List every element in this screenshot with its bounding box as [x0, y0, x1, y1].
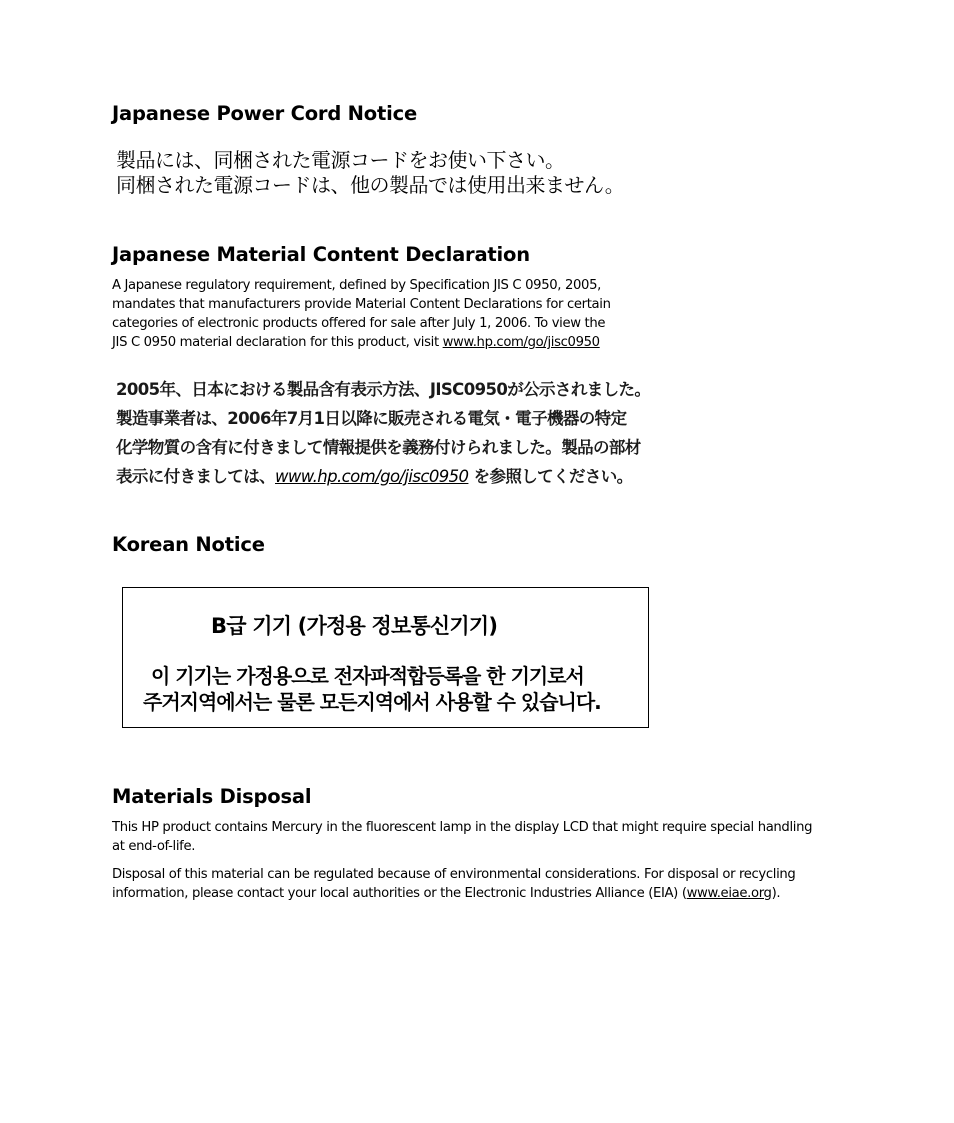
jp-decl-jisc0950-link[interactable]: www.hp.com/go/jisc0950 [275, 467, 469, 486]
disposal-p2-line-1: Disposal of this material can be regulated because of environmental considerations. For disposal or recycling [112, 867, 796, 882]
heading-japanese-power-cord-notice: Japanese Power Cord Notice [112, 102, 417, 125]
korean-notice-title: B급 기기 (가정용 정보통신기기) [211, 614, 498, 638]
material-line-4-text: JIS C 0950 material declaration for this product, visit [112, 335, 443, 350]
eiae-link[interactable]: www.eiae.org [686, 886, 772, 901]
jp-decl-line-4-prefix: 表示に付きましては、 [116, 467, 276, 486]
disposal-p1-line-1: This HP product contains Mercury in the fluorescent lamp in the display LCD that might require special handling [112, 820, 813, 835]
disposal-p2-line-2-prefix: information, please contact your local authorities or the Electronic Industries Alliance (EIA) ( [112, 886, 687, 901]
material-content-paragraph [112, 276, 672, 352]
disposal-p2-line-2 [112, 884, 872, 903]
jp-decl-line-3: 化学物質の含有に付きまして情報提供を義務付けられました。製品の部材 [116, 438, 641, 457]
heading-materials-disposal: Materials Disposal [112, 785, 312, 808]
material-line-3: categories of electronic products offered for sale after July 1, 2006. To view the [112, 316, 606, 331]
jp-decl-line-4-suffix: を参照してください。 [468, 467, 633, 486]
heading-korean-notice: Korean Notice [112, 533, 265, 556]
japanese-power-cord-text [112, 148, 666, 198]
heading-japanese-material-content-declaration: Japanese Material Content Declaration [112, 243, 530, 266]
disposal-paragraph-2 [112, 865, 872, 903]
power-cord-line-1: 製品には、同梱された電源コードをお使い下さい。 [116, 148, 565, 172]
disposal-p1-line-2: at end-of-life. [112, 839, 196, 854]
material-line-2: mandates that manufacturers provide Material Content Declarations for certain [112, 297, 611, 312]
korean-notice-line-2: 주거지역에서는 물론 모든지역에서 사용할 수 있습니다. [143, 690, 601, 714]
disposal-p2-line-2-suffix: ). [771, 886, 781, 901]
jp-decl-line-1: 2005年、日本における製品含有表示方法、JISC0950が公示されました。 [116, 380, 651, 399]
jp-decl-line-2: 製造事業者は、2006年7月1日以降に販売される電気・電子機器の特定 [116, 409, 627, 428]
jp-decl-line-4 [116, 463, 633, 487]
power-cord-line-2: 同梱された電源コードは、他の製品では使用出来ません。 [116, 173, 625, 197]
korean-notice-box [122, 587, 649, 728]
material-line-1: A Japanese regulatory requirement, defined by Specification JIS C 0950, 2005, [112, 278, 601, 293]
jisc0950-link[interactable]: www.hp.com/go/jisc0950 [442, 335, 600, 350]
disposal-paragraph-1 [112, 818, 872, 856]
japanese-declaration-block [112, 370, 668, 492]
material-line-4 [112, 333, 672, 352]
korean-notice-line-1: 이 기기는 가정용으로 전자파적합등록을 한 기기로서 [151, 664, 584, 688]
